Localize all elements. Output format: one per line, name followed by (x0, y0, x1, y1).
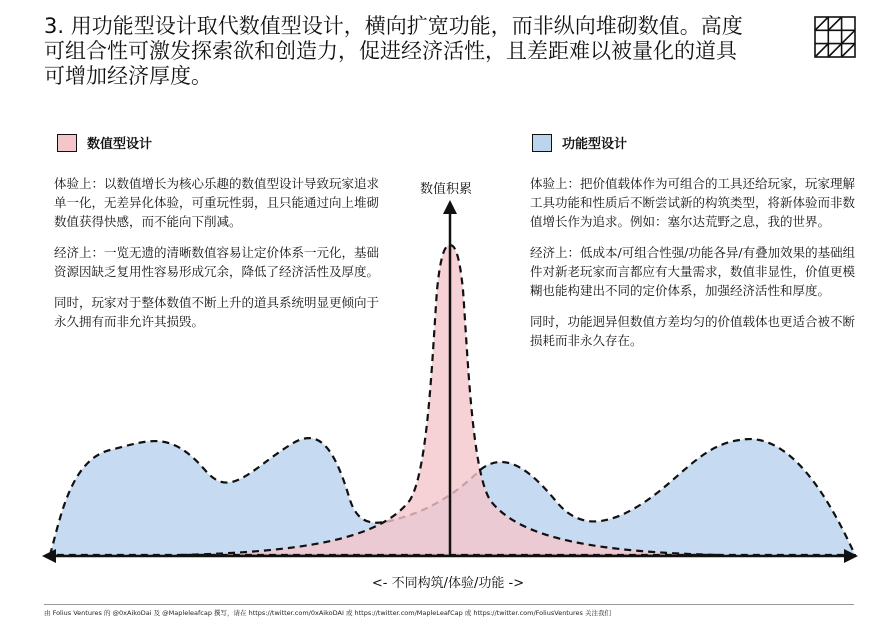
y-axis-label: 数值积累 (420, 182, 473, 197)
page-title: 3. 用功能型设计取代数值型设计，横向扩宽功能，而非纵向堆砌数值。高度可组合性可激发探索欲和创造力，促进经济活性，且差距难以被量化的道具可增加经济厚度。 (44, 14, 743, 88)
functional-experience-text: 体验上：把价值载体作为可组合的工具还给玩家，玩家理解工具功能和性质后不断尝试新的构筑类型，将新体验而非数值增长作为追求。例如：塞尔达荒野之息，我的世界。 (530, 176, 856, 229)
numeric-experience-text: 体验上：以数值增长为核心乐趣的数值型设计导致玩家追求单一化，无差异化体验，可重玩性弱，且只能通过向上堆砌数值获得快感，而不能向下削减。 (54, 176, 380, 229)
x-axis-label: <- 不同构筑/体验/功能 -> (371, 576, 525, 591)
legend-label-numeric: 数值型设计 (87, 137, 153, 152)
numeric-ownership-text: 同时，玩家对于整体数值不断上升的道具系统明显更倾向于永久拥有而非允许其损毁。 (54, 295, 380, 329)
functional-economy-text: 经济上：低成本/可组合性强/功能各异/有叠加效果的基础组件对新老玩家而言都应有大量需求，数值非显性，价值更模糊也能构建出不同的定价体系，加强经济活性和厚度。 (530, 245, 856, 298)
legend-label-functional: 功能型设计 (562, 137, 628, 152)
y-axis-arrow-icon (443, 200, 457, 214)
x-axis-left-arrow-icon (42, 549, 56, 563)
footer-credits: 由 Folius Ventures 的 @0xAikoDai 及 @Mapleleafcap 撰写，请在 https://twitter.com/0xAikoDAI 或 https://twitter.com/MapleLeafCap 或 https://twitter.com/FoliusVentures 关注我们 (44, 604, 854, 617)
numeric-economy-text: 经济上：一览无遗的清晰数值容易让定价体系一元化，基础资源因缺乏复用性容易形成冗余，降低了经济活性及厚度。 (54, 245, 380, 279)
functional-durability-text: 同时，功能迥异但数值方差均匀的价值载体也更适合被不断损耗而非永久存在。 (530, 314, 856, 348)
